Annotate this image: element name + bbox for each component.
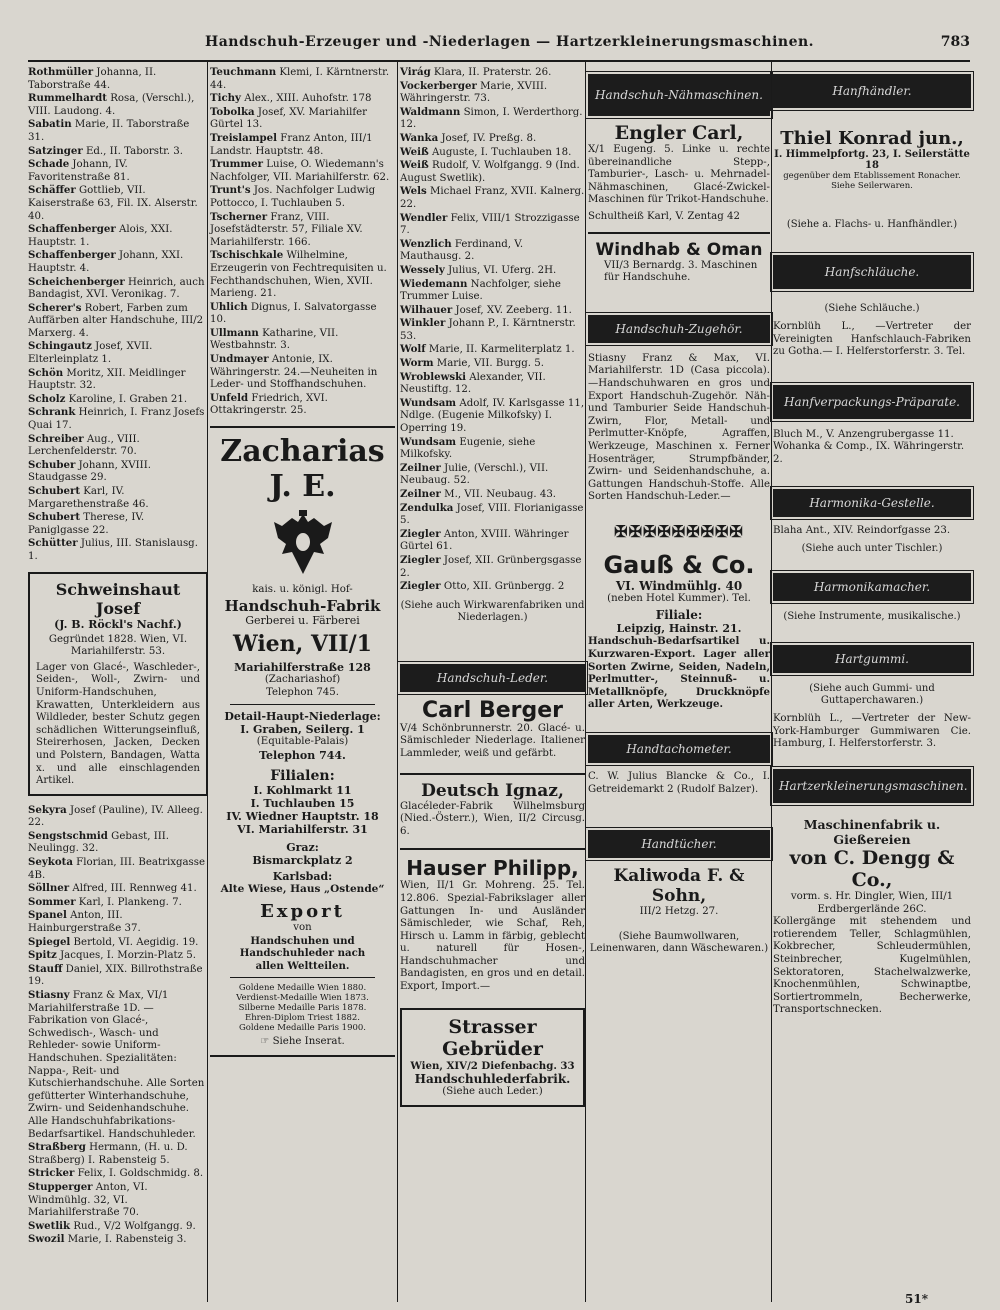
list-item: Ziegler Otto, XII. Grünbergg. 2 (400, 580, 565, 593)
ad-schweinshaut (28, 572, 208, 796)
note: (Siehe auch unter Tischler.) (801, 543, 943, 555)
note: (Siehe auch Wirkwarenfabriken und Niederlagen.) (400, 599, 585, 623)
note: (Siehe auch Gummi- und Guttaperchawaren.) (809, 683, 935, 707)
list-item: Teuchmann Klemi, I. Kärntnerstr. 44. (210, 66, 390, 91)
list-item: Schütter Julius, III. Stanislausg. 1. (28, 537, 198, 562)
divider (400, 773, 585, 775)
column-2 (210, 66, 395, 1063)
list-item: Wolf Marie, II. Karmeliterplatz 1. (400, 343, 575, 356)
list-item: Ziegler Anton, XVIII. Währinger Gürtel 61. (400, 527, 569, 553)
ad-haus: (Zachariashof) (264, 674, 341, 686)
deutsch-name: Deutsch Ignaz, (421, 780, 564, 801)
ad-filiale: I. Kohlmarkt 11 (253, 784, 352, 797)
dengg-name: von C. Dengg & Co., (789, 846, 955, 891)
list-item: Zendulka Josef, VIII. Florianigasse 5. (400, 501, 584, 527)
list-item: Rummelhardt Rosa, (Verschl.), VIII. Laudong. 4. (28, 92, 195, 117)
list-item: Virág Klara, II. Praterstr. 26. (400, 66, 552, 78)
gauss-addr: VI. Windmühlg. 40 (615, 578, 743, 593)
list-item: Stauff Daniel, XIX. Billrothstraße 19. (28, 962, 203, 988)
ad-line: Lager von Glacé-, Waschleder-, Seiden-, Woll-, Zwirn- und Uniform-Handschuhen, Krawatten, Unterkleidern aus Wildleder, bester Schutz gegen schädlichen Witterungseinfluß, Steirerhosen, Jacken, Decken und Polstern, Bandagen, Watta x. und alle einschlagenden Artikel. (36, 661, 200, 787)
blaha-entry: Blaha Ant., XIV. Reindorfgasse 23. (773, 524, 951, 536)
ad-strasser (400, 1008, 585, 1107)
gauss-filiale-addr: Leipzig, Hainstr. 21. (616, 622, 742, 636)
list-item: Schaffenberger Johann, XXI. Hauptstr. 4. (28, 249, 184, 274)
list-item: Worm Marie, VII. Burgg. 5. (400, 357, 544, 370)
section-harmonikamacher: Harmonikamacher. (773, 573, 971, 601)
ad-city: Wien, VII/1 (233, 631, 372, 658)
divider (230, 704, 375, 705)
section-naehmaschinen: Handschuh-Nähmaschinen. (588, 74, 770, 116)
column-divider (585, 62, 586, 1302)
list-item: Wroblewski Alexander, VII. Neustiftg. 12. (400, 370, 546, 396)
strasser-note: (Siehe auch Leder.) (442, 1086, 543, 1098)
ad-name: Schweinshaut Josef (55, 579, 181, 618)
list-item: Swozil Marie, I. Rabensteig 3. (28, 1233, 187, 1246)
section-hartgummi: Hartgummi. (773, 645, 971, 673)
list-item: Goldene Medaille Paris 1900. (238, 1023, 367, 1034)
page-number: 783 (940, 34, 970, 50)
strasser-addr: Wien, XIV/2 Diefenbachg. 33 (410, 1059, 575, 1072)
list-item: Spanel Anton, III. Hainburgerstraße 37. (28, 909, 141, 935)
thiel-name: Thiel Konrad jun., (780, 128, 964, 149)
section-harmonika-gestelle: Harmonika-Gestelle. (773, 489, 971, 517)
list-item: Schuber Johann, XVIII. Staudgasse 29. (28, 458, 151, 484)
list-item: Zeilner Julie, (Verschl.), VII. Neubaug. 52. (400, 461, 549, 487)
engler-text: X/1 Eugeng. 5. Linke u. rechte übereinandliche Stepp-, Tamburier-, Lasch- u. Mehrnadel-Nähmaschinen, Glacé-Zwickel-Maschinen für Trikot-Handschuhe. (588, 144, 770, 206)
list-item: Tscherner Franz, VIII. Josefstädterstr. 57, Filiale XV. Mariahilferstr. 166. (210, 210, 363, 248)
section-hanfhaendler: Hanfhändler. (773, 74, 971, 108)
ad-filialen-title: Filialen: (270, 768, 335, 784)
hauser-text: Wien, II/1 Gr. Mohreng. 25. Tel. 12.806. Spezial-Fabrikslager aller Gattungen In- und Ausländer Sämischleder, wie Schaf, Reh, Hirsch u. Lamm in färbig, geblecht u. naturell für Hosen-, Handschuhmacher und Bandagisten, en gros und en detail. Export, Import.— (400, 880, 585, 993)
list-item: Schingautz Josef, XVII. Elterleinplatz 1. (28, 340, 153, 366)
list-item: Wilhauer Josef, XV. Zeeberg. 11. (400, 303, 572, 316)
ornament-divider: ✠✠✠✠✠✠✠✠✠ (614, 521, 744, 541)
kaliwoda-addr: III/2 Hetzg. 27. (639, 906, 719, 918)
ad-export-text: Handschuhen und Handschuhleder nach allen Weltteilen. (239, 934, 366, 972)
list-item: Trunt's Jos. Nachfolger Ludwig Pottocco, I. Tuchlauben 5. (210, 184, 376, 209)
list-item: Weiß Rudolf, V. Wolfgangg. 9 (Ind. August Swetlik). (400, 159, 580, 184)
list-item: Seykota Florian, III. Beatrixgasse 4B. (28, 856, 206, 881)
list-item: Schäffer Gottlieb, VII. Kaiserstraße 63, Fil. IX. Alserstr. 40. (28, 184, 198, 222)
entry-list (28, 804, 208, 1247)
ad-export: Export (260, 901, 345, 922)
column-5 (773, 66, 971, 1017)
list-item: Schade Johann, IV. Favoritenstraße 81. (28, 158, 130, 183)
ad-subtitle: (J. B. Röckl's Nachf.) (54, 617, 182, 631)
list-item: Scheichenberger Heinrich, auch Bandagist, XVI. Veronikag. 7. (28, 275, 205, 301)
list-item: Ullmann Katharine, VII. Westbahnstr. 3. (210, 326, 339, 352)
note: (Siehe Schläuche.) (824, 303, 920, 314)
schultheiss-entry: Schultheiß Karl, V. Zentag 42 (588, 210, 740, 222)
list-item: Vockerberger Marie, XVIII. Währingerstr. 73. (400, 79, 548, 105)
ad-karlsbad-addr: Alte Wiese, Haus „Ostende“ (220, 883, 385, 895)
list-item: Sekyra Josef (Pauline), IV. Alleeg. 22. (28, 803, 203, 829)
ad-line: Gegründet 1828. Wien, VI. Mariahilferstr. 53. (48, 633, 188, 658)
list-item: Trummer Luise, O. Wiedemann's Nachfolger, VII. Mariahilferstr. 62. (210, 158, 390, 183)
list-item: Sommer Karl, I. Plankeng. 7. (28, 895, 182, 908)
list-item: Schubert Karl, IV. Margarethenstraße 46. (28, 485, 149, 510)
section-handschuh-leder: Handschuh-Leder. (400, 664, 585, 692)
thiel-addr: I. Himmelpfortg. 23, I. Seilerstätte 18 (774, 149, 970, 171)
list-item: Tobolka Josef, XV. Mariahilfer Gürtel 13. (210, 105, 368, 131)
divider (210, 1055, 395, 1057)
note: (Siehe a. Flachs- u. Hanfhändler.) (786, 219, 958, 230)
list-item: Söllner Alfred, III. Rennweg 41. (28, 882, 197, 895)
kornbluh-entry: Kornblüh L., —Vertreter der Vereinigten Hanfschlauch-Fabriken zu Gotha.— I. Helferstorferstr. 3. Tel. (773, 321, 971, 358)
ad-inserat: ☞ Siehe Inserat. (260, 1036, 345, 1048)
medal-list (210, 983, 395, 1033)
kaliwoda-name: Kaliwoda F. & Sohn, (613, 866, 745, 907)
page-header (30, 34, 970, 58)
list-item: Scholz Karoline, I. Graben 21. (28, 392, 188, 405)
ad-filiale: IV. Wiedner Hauptstr. 18 (226, 810, 379, 823)
list-item: Weiß Auguste, I. Tuchlauben 18. (400, 145, 572, 158)
list-item: Wanka Josef, IV. Preßg. 8. (400, 131, 537, 144)
ad-karlsbad: Karlsbad: (272, 870, 333, 883)
gauss-text: Handschuh-Bedarfsartikel u. Kurzwaren-Export. Lager aller Sorten Zwirne, Seiden, Nadeln, Perlmutter-, Steinnuß- u. Metallknöpfe, Druckknöpfe aller Arten, Werkzeuge. (588, 635, 770, 711)
windhab-name: Windhab & Oman (595, 239, 763, 260)
list-item: Rothmüller Johanna, II. Taborstraße 44. (28, 66, 157, 91)
list-item: Sengstschmid Gebast, III. Neulingg. 32. (28, 829, 170, 855)
ad-street: Mariahilferstraße 128 (234, 661, 371, 675)
list-item: Scherer's Robert, Farben zum Auffärben alter Handschuhe, III/2 Marxerg. 4. (28, 301, 204, 339)
list-item: Schubert Therese, IV. Paniglgasse 22. (28, 511, 145, 536)
column-4 (588, 66, 770, 961)
ad-von: von (293, 922, 312, 933)
thiel-sub: gegenüber dem Etablissement Ronacher. Siehe Seilerwaren. (783, 171, 961, 191)
note: (Siehe Instrumente, musikalische.) (783, 611, 961, 623)
kornbluh-entry: Kornblüh L., —Vertreter der New-York-Hamburger Gummiwaren Cie. Hamburg, I. Helferstorferstr. 3. (773, 713, 971, 750)
list-item: Spiegel Bertold, VI. Aegidig. 19. (28, 935, 199, 948)
list-item: Undmayer Antonie, IX. Währingerstr. 24.—Neuheiten in Leder- und Stoffhandschuhen. (210, 353, 378, 391)
list-item: Wessely Julius, VI. Uferg. 2H. (400, 263, 557, 276)
list-item: Stricker Felix, I. Goldschmidg. 8. (28, 1167, 204, 1180)
list-item: Ziegler Josef, XII. Grünbergsgasse 2. (400, 553, 582, 579)
list-item: Wels Michael Franz, XVII. Kalnerg. 22. (400, 185, 585, 210)
wohanka-entry: Wohanka & Comp., IX. Währingerstr. 2. (773, 441, 965, 465)
column-divider (771, 62, 772, 1302)
stiasny-text: Stiasny Franz & Max, VI. Mariahilferstr. 1D (Casa piccola). —Handschuhwaren en gros und Export Handschuh-Zugehör. Näh- und Tamburier Seide Handschuh-Zwirn, Flor, Metall- und Perlmutter-Knöpfe, Agraffen, Werkzeuge, Maschinen x. Ferner Hosenträger, Strumpfbänder, Zwirn- und Seidenhandschuhe, a. Gattungen Handschuh-Stoffe. Alle Sorten Handschuh-Leder.— (588, 352, 770, 503)
berger-name: Carl Berger (421, 697, 564, 723)
ad-gerberei: Gerberei u. Färberei (245, 613, 360, 627)
gauss-name: Gauß & Co. (603, 550, 755, 579)
bluch-entry: Bluch M., V. Anzengrubergasse 11. (773, 428, 954, 440)
engler-name: Engler Carl, (614, 122, 744, 144)
ad-graz: Graz: (286, 841, 319, 854)
ad-detail-tel: Telephon 744. (259, 749, 346, 762)
double-eagle-icon (268, 508, 338, 580)
ad-detail-line: I. Graben, Seilerg. 1 (240, 723, 365, 737)
dengg-sub: vorm. s. Hr. Dingler, Wien, III/1 Erdbergerlände 26C. (790, 890, 954, 915)
list-item: Schrank Heinrich, I. Franz Josefs Quai 17. (28, 406, 205, 432)
divider (210, 426, 395, 428)
list-item: Wenzlich Ferdinand, V. Mauthausg. 2. (400, 237, 524, 263)
list-item: Tschischkale Wilhelmine, Erzeugerin von Fechtrequisiten u. Fechthandschuhen, Wien, XVII. Marieng. 21. (210, 249, 387, 300)
ad-graz-addr: Bismarckplatz 2 (252, 854, 353, 867)
ad-filiale: VI. Mariahilferstr. 31 (237, 823, 368, 836)
list-item: Satzinger Ed., II. Taborstr. 3. (28, 144, 184, 157)
list-item: Schön Moritz, XII. Meidlinger Hauptstr. 32. (28, 366, 186, 392)
list-item: Stupperger Anton, VI. Windmühlg. 32, VI. Mariahilferstraße 70. (28, 1180, 148, 1219)
list-item: Winkler Johann P., I. Kärntnerstr. 53. (400, 317, 576, 342)
list-item: Silberne Medaille Paris 1878. (238, 1003, 367, 1014)
windhab-text: VII/3 Bernardg. 3. Maschinen für Handschuhe. (604, 259, 758, 284)
list-item: Spitz Jacques, I. Morzin-Platz 5. (28, 949, 196, 962)
header-rule (28, 60, 970, 62)
section-handtachometer: Handtachometer. (588, 735, 770, 763)
strasser-name: Strasser Gebrüder (442, 1015, 543, 1060)
hauser-name: Hauser Philipp, (406, 856, 579, 881)
list-item: Treislampel Franz Anton, III/1 Landstr. Hauptstr. 48. (210, 131, 373, 157)
list-item: Straßberg Hermann, (H. u. D. Straßberg) I. Rabensteig 5. (28, 1141, 188, 1166)
column-3 (400, 66, 585, 1115)
list-item: Wiedemann Nachfolger, siehe Trummer Luise. (400, 277, 561, 303)
footer-mark: 51* (905, 1292, 928, 1306)
list-item: Wundsam Eugenie, siehe Milkofsky. (400, 435, 536, 461)
section-handtuecher: Handtücher. (588, 830, 770, 858)
list-item: Tichy Alex., XIII. Auhofstr. 178 (210, 92, 372, 105)
gauss-filiale: Filiale: (655, 608, 703, 623)
deutsch-text: Glacéleder-Fabrik Wilhelmsburg (Nied.-Österr.), Wien, II/2 Circusg. 6. (400, 800, 585, 837)
list-item: Zeilner M., VII. Neubaug. 43. (400, 488, 557, 500)
divider (400, 848, 585, 850)
gauss-sub: (neben Hotel Kummer). Tel. (607, 592, 751, 604)
ad-hof: kais. u. königl. Hof- (252, 584, 353, 596)
list-item: Stiasny Franz & Max, VI/1 Mariahilferstraße 1D. —Fabrikation von Glacé-, Schwedisch-, Wasch- und Rehleder- sowie Uniform-Handschuhen. Spezialitäten: Nappa-, Reit- und Kutschierhandschuhe. Alle Sorten gefütterter Winterhandschuhe, Zwirn- und Seidenhandschuhe. Alle Handschuhfabrikations-Bedarfsartikel. Handschuhleder. (28, 989, 205, 1140)
list-item: Ehren-Diplom Triest 1882. (245, 1013, 360, 1024)
section-hartzerkleinerung: Hartzerkleinerungsmaschinen. (773, 769, 971, 803)
entry-list (210, 66, 395, 418)
section-hanfverpackung: Hanfverpackungs-Präparate. (773, 385, 971, 419)
ad-detail-line: (Equitable-Palais) (256, 736, 349, 748)
list-item: Waldmann Simon, I. Werderthorg. 12. (400, 105, 583, 131)
ad-tel: Telephon 745. (265, 686, 340, 698)
list-item: Verdienst-Medaille Wien 1873. (236, 993, 369, 1004)
divider (588, 232, 770, 234)
dengg-text: Kollergänge mit stehendem und rotierendem Teller, Schlagmühlen, Kokbrecher, Schleudermühlen, Steinbrecher, Kugelmühlen, Sektoratoren, Stachelwalzwerke, Knochenmühlen, Schwinaptbe, Sortiertrommeln, Becherwerke, Transportschnecken. (773, 916, 971, 1016)
list-item: Swetlik Rud., V/2 Wolfgangg. 9. (28, 1219, 196, 1232)
ad-filiale: I. Tuchlauben 15 (250, 797, 355, 810)
list-item: Unfeld Friedrich, XVI. Ottakringerstr. 25. (210, 391, 328, 417)
ad-zacharias-name: Zacharias J. E. (220, 434, 385, 505)
blancke-entry: C. W. Julius Blancke & Co., I. Getreidemarkt 2 (Rudolf Balzer). (588, 771, 770, 795)
kaliwoda-note: (Siehe Baumwollwaren, Leinenwaren, dann Wäschewaren.) (589, 930, 769, 954)
list-item: Wendler Felix, VIII/1 Strozzigasse 7. (400, 211, 580, 237)
list-item: Sabatin Marie, II. Taborstraße 31. (28, 118, 190, 143)
entry-list (400, 66, 585, 594)
list-item: Schaffenberger Alois, XXI. Hauptstr. 1. (28, 223, 173, 248)
ad-detail-title: Detail-Haupt-Niederlage: (224, 710, 381, 724)
column-1 (28, 66, 208, 1247)
section-hanfschlaeuche: Hanfschläuche. (773, 255, 971, 289)
entry-list (28, 66, 208, 564)
list-item: Wundsam Adolf, IV. Karlsgasse 11, Ndlge. (Eugenie Milkofsky) I. Operring 19. (400, 396, 585, 435)
ad-fabrik: Handschuh-Fabrik (224, 596, 381, 615)
section-zugehoer: Handschuh-Zugehör. (588, 315, 770, 343)
strasser-sub: Handschuhlederfabrik. (414, 1072, 571, 1087)
page-title: Handschuh-Erzeuger und -Niederlagen — Hartzerkleinerungsmaschinen. (205, 34, 815, 50)
column-divider (397, 62, 398, 1302)
list-item: Schreiber Aug., VIII. Lerchenfelderstr. 70. (28, 432, 140, 458)
list-item: Uhlich Dignus, I. Salvatorgasse 10. (210, 300, 377, 326)
list-item: Goldene Medaille Wien 1880. (238, 983, 367, 994)
divider (230, 977, 375, 978)
dengg-head: Maschinenfabrik u. Gießereien (803, 816, 941, 847)
berger-text: V/4 Schönbrunnerstr. 20. Glacé- u. Sämischleder Niederlage. Italiener Lammleder, weiß und gefärbt. (400, 722, 585, 759)
